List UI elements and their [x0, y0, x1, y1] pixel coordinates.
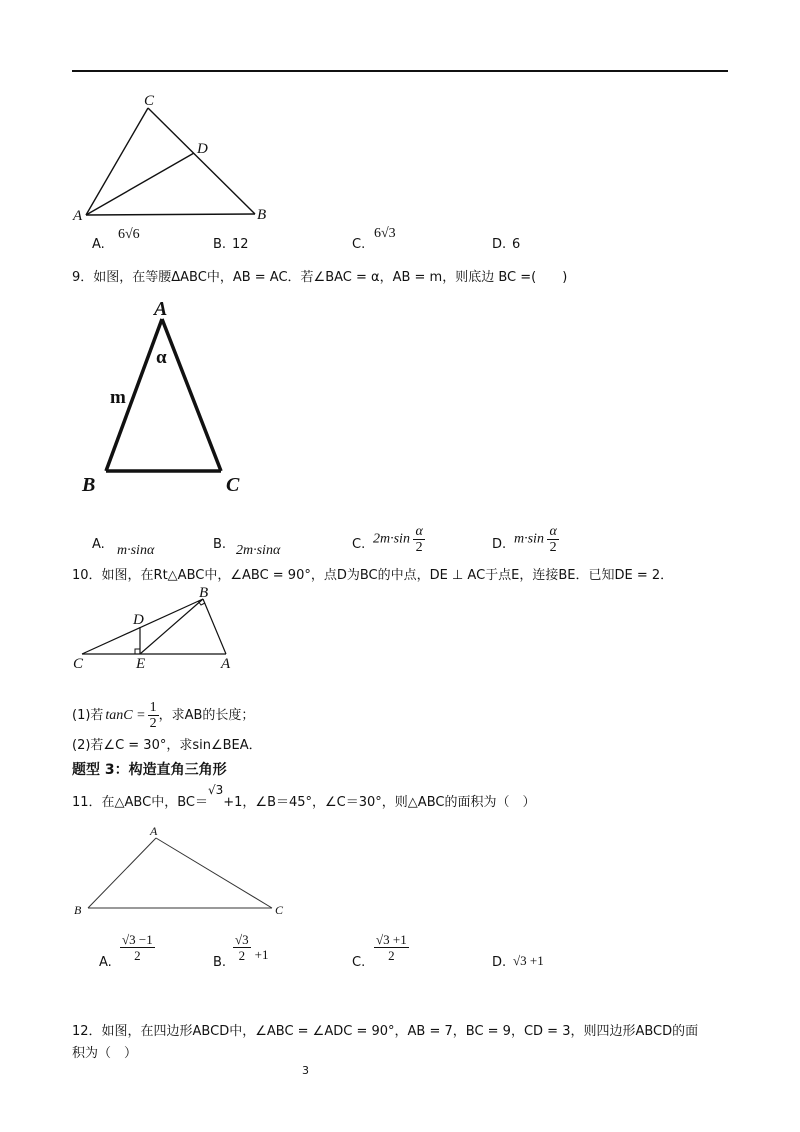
q11-option-b-post: +1 — [254, 947, 269, 962]
q8-figure — [70, 92, 290, 227]
q11-option-c-den: 2 — [388, 948, 395, 963]
q9-option-c-pre: 2m·sin — [373, 531, 410, 547]
q10-label-b: B — [199, 585, 209, 601]
q9-label-a: A — [154, 298, 168, 320]
q8-option-d-letter: D. — [492, 237, 507, 252]
section-title: 题型 3：构造直角三角形 — [72, 762, 227, 778]
q9-option-d-pre: m·sin — [514, 531, 544, 547]
q11-option-a-fraction — [120, 932, 155, 963]
q9-option-b-expr: 2m·sinα — [236, 543, 281, 558]
header-rule — [72, 70, 728, 72]
q8-label-a: A — [73, 208, 83, 224]
q9-option-b-letter: B. — [213, 537, 227, 552]
q9-text: 9．如图，在等腰ΔABC中，AB = AC．若∠BAC = α，AB = m，则底边 BC =( ) — [72, 270, 568, 285]
q9-label-m: m — [110, 387, 126, 408]
q8-option-b-expr: 12 — [232, 237, 249, 252]
q11-option-a-letter: A. — [99, 955, 112, 970]
q9-option-c-fraction — [413, 524, 424, 555]
q8-option-d-expr: 6 — [512, 237, 521, 252]
q10-sub2: (2)若∠C = 30°，求sin∠BEA． — [72, 738, 262, 753]
q9-option-d-expr — [514, 524, 559, 555]
q9-label-c: C — [226, 474, 240, 496]
q8-label-b: B — [257, 207, 267, 223]
q10-sub1 — [72, 700, 254, 731]
q11-option-b-fraction — [233, 932, 251, 963]
q11-sqrt: √3 — [207, 783, 224, 797]
q11-option-c-fraction — [374, 932, 409, 963]
q11-option-a-num: √3 −1 — [122, 932, 153, 947]
q10-label-a: A — [221, 656, 231, 672]
q9-option-d-letter: D. — [492, 537, 507, 552]
q11-text-post: +1，∠B＝45°，∠C＝30°，则△ABC的面积为（ ） — [223, 795, 536, 810]
q10-label-d: D — [133, 612, 144, 628]
q9-option-c-expr — [373, 524, 425, 555]
q9-figure — [76, 297, 266, 497]
q9-label-b: B — [82, 474, 96, 496]
q10-label-c: C — [73, 656, 84, 672]
page-number: 3 — [302, 1064, 309, 1077]
q11-figure — [72, 820, 292, 920]
q11-option-c-num: √3 +1 — [376, 932, 407, 947]
q11-option-c-letter: C. — [352, 955, 366, 970]
q8-option-a-letter: A. — [92, 237, 105, 252]
q12-line1: 12．如图，在四边形ABCD中，∠ABC = ∠ADC = 90°，AB = 7，BC = 9，CD = 3，则四边形ABCD的面 — [72, 1024, 699, 1039]
q10-sub1-fraction — [148, 700, 159, 731]
q11-label-b: B — [74, 903, 82, 917]
q8-label-d: D — [197, 141, 208, 157]
q11-option-d-expr: √3 +1 — [513, 953, 544, 968]
q11-label-a: A — [150, 824, 158, 838]
q11-option-a-den: 2 — [134, 948, 141, 963]
q8-option-c-expr: 6√3 — [374, 226, 396, 241]
q8-option-c-letter: C. — [352, 237, 366, 252]
q9-option-d-den: 2 — [549, 540, 557, 555]
q10-text: 10．如图，在Rt△ABC中，∠ABC = 90°，点D为BC的中点，DE ⊥ AC于点E，连接BE．已知DE = 2． — [72, 568, 674, 583]
q8-option-b-letter: B. — [213, 237, 227, 252]
q11-option-a-expr — [120, 932, 155, 963]
q9-option-d-fraction — [547, 524, 558, 555]
q11-text-pre: 11．在△ABC中，BC＝ — [72, 795, 208, 810]
q9-option-a-letter: A. — [92, 537, 105, 552]
q11-option-b-letter: B. — [213, 955, 227, 970]
q9-option-c-den: 2 — [415, 540, 423, 555]
q10-figure — [70, 584, 250, 672]
q8-option-a-expr: 6√6 — [118, 227, 140, 242]
q12-line2: 积为（ ） — [72, 1046, 138, 1061]
q9-option-d-num: α — [549, 524, 557, 539]
q9-option-c-num: α — [415, 524, 423, 539]
q10-sub1-den: 2 — [149, 716, 157, 731]
q8-label-c: C — [144, 93, 155, 109]
q11-option-c-expr — [374, 932, 409, 963]
q11-text — [72, 783, 536, 811]
q11-option-b-den: 2 — [238, 948, 246, 963]
q9-option-a-expr: m·sinα — [117, 543, 155, 558]
q11-option-b-expr — [233, 932, 268, 963]
q10-sub1-math: tanC = — [105, 707, 146, 723]
q11-label-c: C — [275, 903, 284, 917]
q9-option-c-letter: C. — [352, 537, 366, 552]
q11-option-d-letter: D. — [492, 955, 507, 970]
q11-option-b-num: √3 — [235, 932, 249, 947]
q10-sub1-pre: (1)若 — [72, 707, 104, 723]
q10-sub1-num: 1 — [149, 700, 157, 715]
q9-label-alpha: α — [156, 347, 167, 368]
q10-label-e: E — [136, 656, 146, 672]
q10-sub1-post: ，求AB的长度； — [158, 707, 255, 723]
